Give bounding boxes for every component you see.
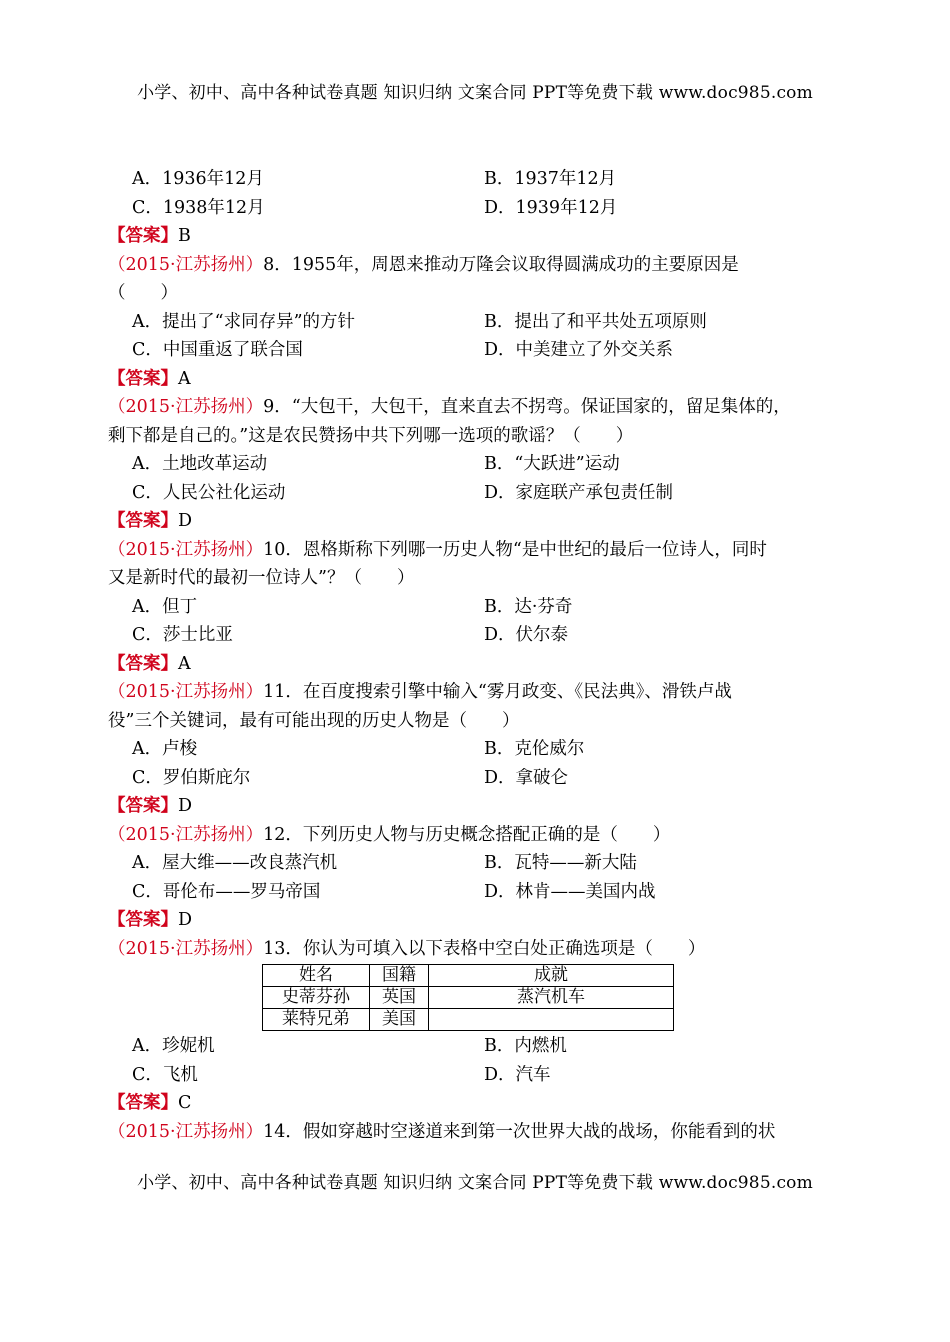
table-cell: 美国 [370, 1009, 429, 1031]
q12-source: （2015·江苏扬州） [108, 824, 264, 845]
answer-tag: 【答案】 [108, 1093, 178, 1113]
answer-tag: 【答案】 [108, 368, 178, 389]
q13-option-a: A．珍妮机 [132, 1036, 215, 1056]
q12-text: 12．下列历史人物与历史概念搭配正确的是（ ） [263, 824, 671, 845]
q7-options-row-2 [108, 194, 868, 223]
q9-options-row-1 [108, 450, 868, 479]
table-header-row [263, 965, 674, 987]
q11-source: （2015·江苏扬州） [108, 682, 264, 702]
q7-answer [108, 222, 868, 251]
q8-answer-value: A [178, 368, 191, 389]
q8-option-b: B．提出了和平共处五项原则 [484, 311, 707, 332]
q13-option-c: C．飞机 [132, 1064, 198, 1085]
table-row [263, 1009, 674, 1031]
q8-option-a: A．提出了“求同存异”的方针 [132, 311, 356, 332]
table-header-cell: 姓名 [263, 965, 370, 987]
q11-stem [108, 678, 868, 707]
answer-tag: 【答案】 [108, 910, 178, 930]
q10-options-row-2 [108, 621, 868, 650]
q7-option-b: B．1937年12月 [484, 169, 617, 189]
q11-option-c: C．罗伯斯庇尔 [132, 767, 251, 788]
q14-stem [108, 1118, 868, 1147]
table-cell: 莱特兄弟 [263, 1009, 370, 1031]
q13-source: （2015·江苏扬州） [108, 938, 264, 959]
q13-answer-value: C [178, 1093, 192, 1113]
q10-text: 10．恩格斯称下列哪一历史人物“是中世纪的最后一位诗人，同时 [263, 539, 767, 560]
q9-source: （2015·江苏扬州） [108, 397, 264, 417]
q14-text: 14．假如穿越时空遂道来到第一次世界大战的战场，你能看到的状 [263, 1121, 776, 1142]
q10-option-a: A．但丁 [132, 596, 198, 617]
q9-stem-cont [108, 422, 868, 451]
q10-option-b: B．达·芬奇 [484, 596, 573, 617]
q9-option-b: B．“大跃进”运动 [484, 454, 620, 474]
table-header-cell: 国籍 [370, 965, 429, 987]
q7-answer-value: B [178, 226, 191, 246]
q13-option-b: B．内燃机 [484, 1036, 567, 1056]
q10-options-row-1 [108, 593, 868, 622]
q8-source: （2015·江苏扬州） [108, 254, 264, 275]
q11-text-2: 役”三个关键词，最有可能出现的历史人物是（ ） [108, 710, 520, 731]
page-footer: 小学、初中、高中各种试卷真题 知识归纳 文案合同 PPT等免费下载 www.doc985.com [137, 1173, 813, 1193]
q7-option-a: A．1936年12月 [132, 169, 264, 189]
q11-text: 11．在百度搜索引擎中输入“雾月政变、《民法典》、滑铁卢战 [263, 682, 732, 702]
table-cell: 蒸汽机车 [429, 987, 674, 1009]
q10-option-c: C．莎士比亚 [132, 625, 233, 645]
table-cell-blank [429, 1009, 674, 1031]
q11-option-b: B．克伦威尔 [484, 739, 585, 759]
q10-option-d: D．伏尔泰 [484, 625, 569, 645]
q11-options-row-2 [108, 764, 868, 793]
q12-option-c: C．哥伦布——罗马帝国 [132, 881, 321, 902]
q8-option-d: D．中美建立了外交关系 [484, 340, 674, 360]
q13-answer [108, 1089, 868, 1118]
q10-stem-cont [108, 564, 868, 593]
question-content [108, 165, 868, 1146]
q12-answer-value: D [178, 910, 193, 930]
q9-stem [108, 393, 868, 422]
q10-answer-value: A [178, 653, 191, 674]
q11-stem-cont [108, 707, 868, 736]
q11-option-a: A．卢梭 [132, 739, 198, 759]
q13-text: 13．你认为可填入以下表格中空白处正确选项是（ ） [263, 938, 706, 959]
q9-option-c: C．人民公社化运动 [132, 482, 286, 503]
q9-text-2: 剩下都是自己的。”这是农民赞扬中共下列哪一选项的歌谣？（ ） [108, 425, 634, 446]
q9-answer [108, 507, 868, 536]
table-header-cell: 成就 [429, 965, 674, 987]
answer-tag: 【答案】 [108, 511, 178, 531]
q8-stem [108, 251, 868, 280]
q12-options-row-2 [108, 878, 868, 907]
q10-stem [108, 536, 868, 565]
q12-option-b: B．瓦特——新大陆 [484, 853, 637, 873]
q12-stem [108, 821, 868, 850]
q13-table [262, 964, 674, 1031]
q13-options-row-2 [108, 1061, 868, 1090]
q12-answer [108, 906, 868, 935]
q12-option-a: A．屋大维——改良蒸汽机 [132, 853, 338, 873]
q10-text-2: 又是新时代的最初一位诗人”？（ ） [108, 568, 415, 588]
q8-text-2: （ ） [108, 283, 178, 303]
q13-option-d: D．汽车 [484, 1064, 551, 1085]
q7-option-d: D．1939年12月 [484, 197, 618, 218]
answer-tag: 【答案】 [108, 226, 178, 246]
q11-options-row-1 [108, 735, 868, 764]
q9-answer-value: D [178, 511, 193, 531]
q13-stem [108, 935, 868, 964]
table-cell: 史蒂芬孙 [263, 987, 370, 1009]
q11-answer [108, 792, 868, 821]
q7-options-row-1 [108, 165, 868, 194]
q14-source: （2015·江苏扬州） [108, 1121, 264, 1142]
table-cell: 英国 [370, 987, 429, 1009]
q13-options-row-1 [108, 1032, 868, 1061]
q7-option-c: C．1938年12月 [132, 197, 265, 218]
q8-text: 8．1955年，周恩来推动万隆会议取得圆满成功的主要原因是 [263, 254, 739, 275]
q8-stem-cont [108, 279, 868, 308]
q10-answer [108, 650, 868, 679]
answer-tag: 【答案】 [108, 796, 178, 816]
q8-option-c: C．中国重返了联合国 [132, 340, 303, 360]
q8-options-row-1 [108, 308, 868, 337]
q9-options-row-2 [108, 479, 868, 508]
q11-option-d: D．拿破仑 [484, 767, 569, 788]
q11-answer-value: D [178, 796, 193, 816]
q12-options-row-1 [108, 849, 868, 878]
q9-text: 9．“大包干，大包干，直来直去不拐弯。保证国家的，留足集体的， [263, 397, 791, 417]
answer-tag: 【答案】 [108, 653, 178, 674]
q8-options-row-2 [108, 336, 868, 365]
q10-source: （2015·江苏扬州） [108, 539, 264, 560]
q8-answer [108, 365, 868, 394]
q12-option-d: D．林肯——美国内战 [484, 881, 656, 902]
q9-option-a: A．土地改革运动 [132, 454, 268, 474]
q9-option-d: D．家庭联产承包责任制 [484, 482, 674, 503]
page-header: 小学、初中、高中各种试卷真题 知识归纳 文案合同 PPT等免费下载 www.doc985.com [137, 83, 813, 103]
table-row [263, 987, 674, 1009]
